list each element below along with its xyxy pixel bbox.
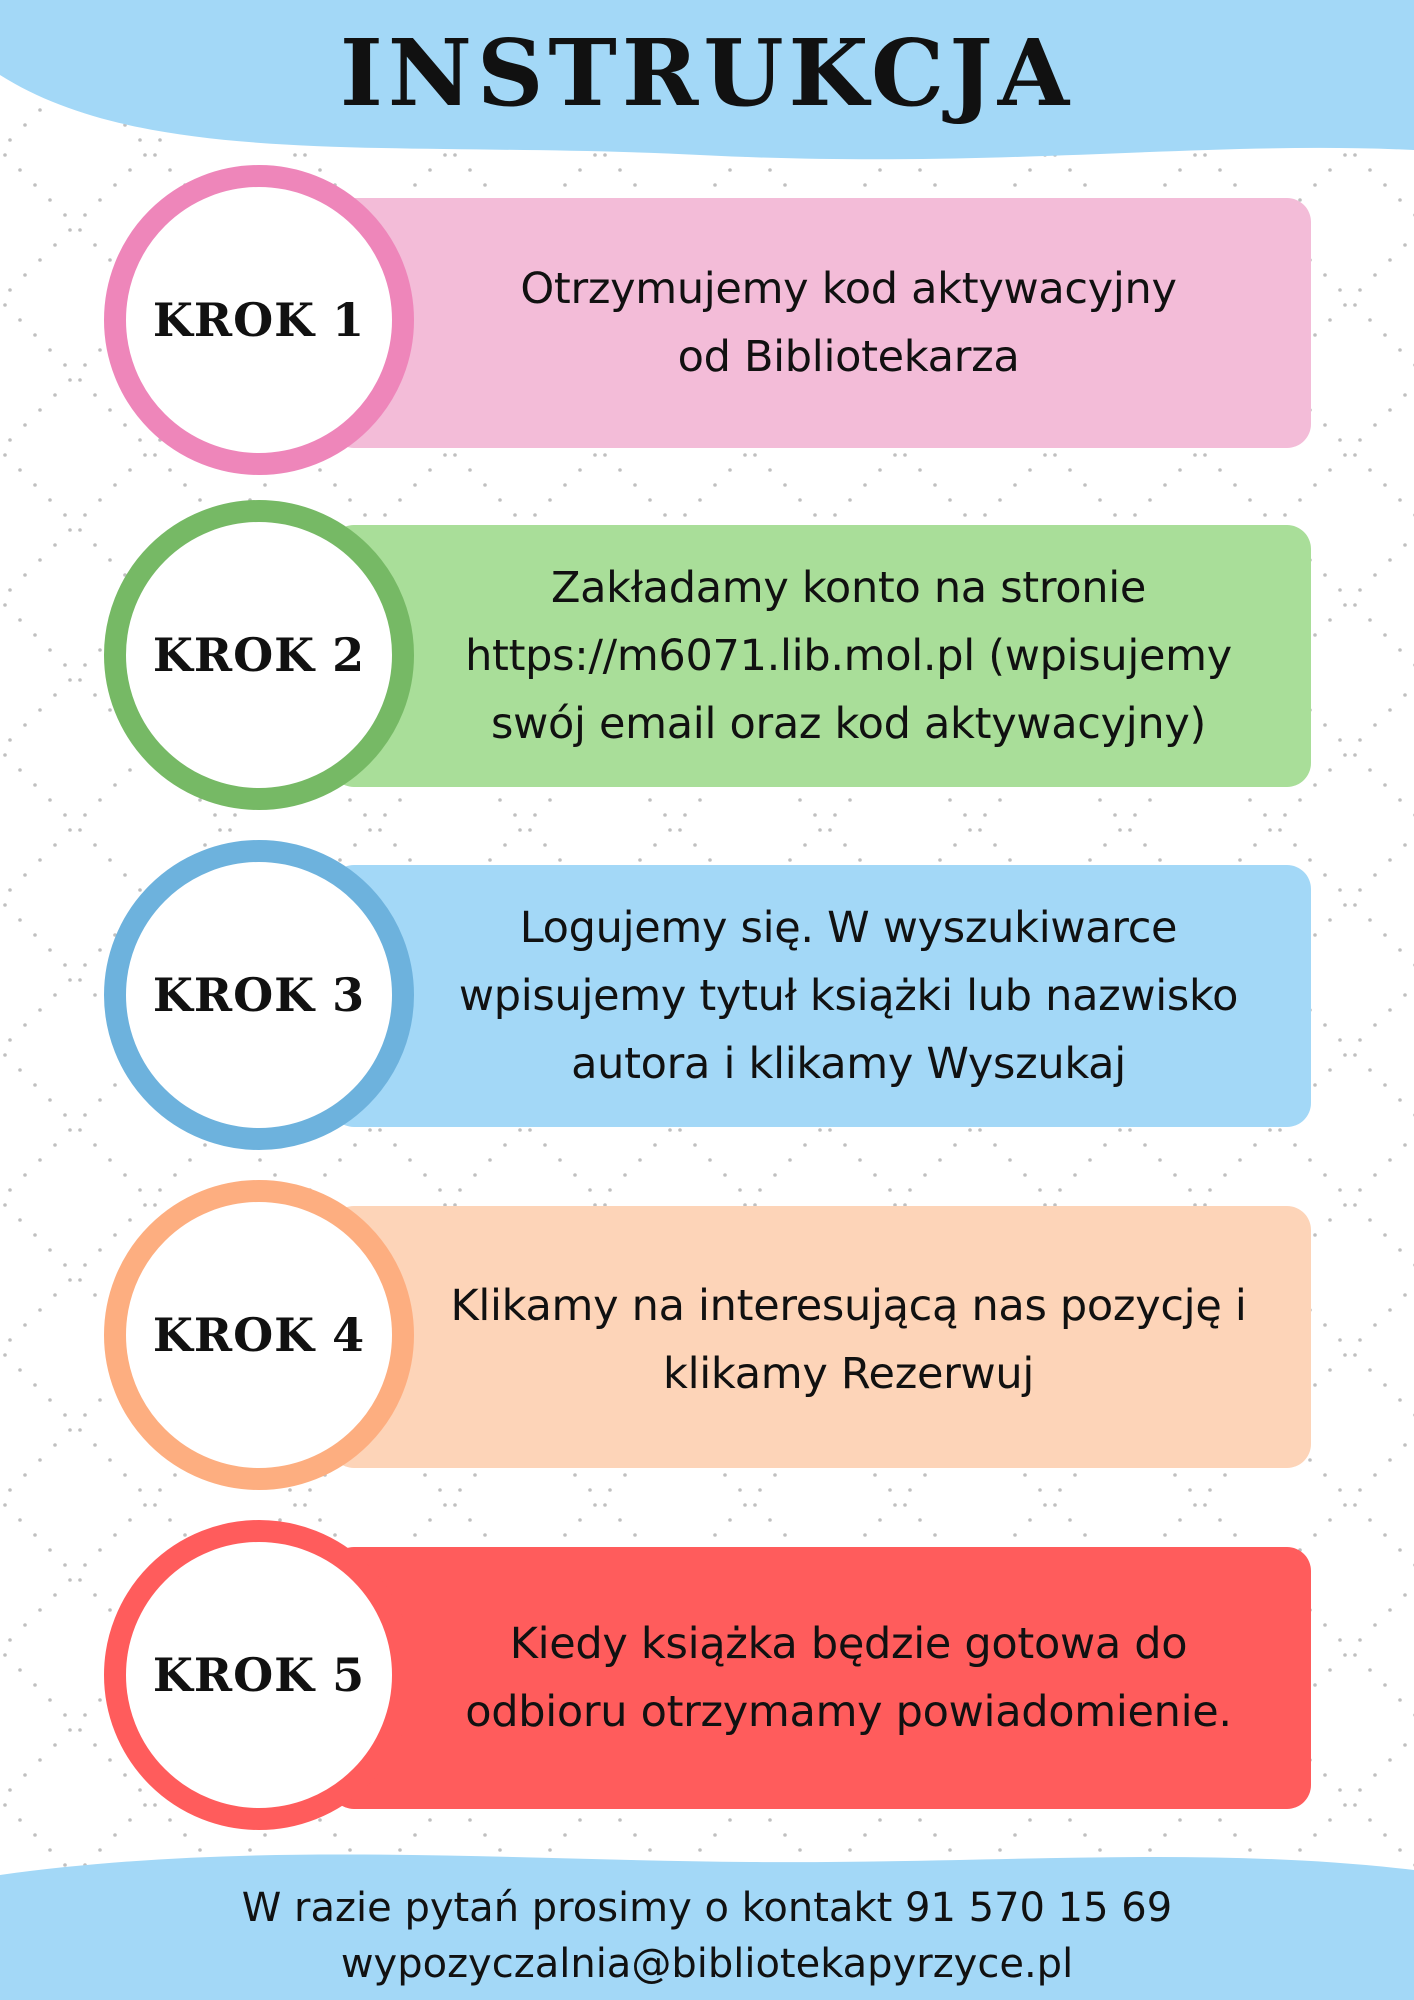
step-3 (0, 835, 1414, 1155)
step-2 (0, 495, 1414, 815)
contact-footer (0, 1880, 1414, 1992)
step-4-label: KROK 4 (152, 1308, 366, 1362)
step-3-label: KROK 3 (152, 968, 366, 1022)
step-4-box (330, 1206, 1311, 1468)
step-4 (0, 1175, 1414, 1495)
page-title: INSTRUKCJA (339, 19, 1075, 127)
step-5-text: Kiedy książka będzie gotowa do odbioru otrzymamy powiadomienie. (465, 1619, 1232, 1737)
step-5-box (330, 1547, 1311, 1809)
step-3-text: Logujemy się. W wyszukiwarce wpisujemy tytuł książki lub nazwisko autora i klikamy Wyszukaj (458, 903, 1239, 1089)
step-1-circle (104, 165, 414, 475)
contact-phone-line: W razie pytań prosimy o kontakt 91 570 15 69 (241, 1885, 1173, 1931)
step-1-box (330, 198, 1311, 448)
step-2-box (330, 525, 1311, 787)
step-3-box (330, 865, 1311, 1127)
step-4-circle (104, 1180, 414, 1490)
step-1-label: KROK 1 (152, 293, 366, 347)
step-1-text: Otrzymujemy kod aktywacyjny od Bibliotekarza (520, 264, 1177, 382)
step-2-label: KROK 2 (152, 628, 366, 682)
step-1 (0, 160, 1414, 480)
contact-email-line: wypozyczalnia@bibliotekapyrzyce.pl (340, 1941, 1074, 1987)
step-5 (0, 1515, 1414, 1835)
step-2-circle (104, 500, 414, 810)
step-4-text: Klikamy na interesującą nas pozycję i klikamy Rezerwuj (450, 1281, 1247, 1399)
step-3-circle (104, 840, 414, 1150)
step-5-circle (104, 1520, 414, 1830)
step-2-text: Zakładamy konto na stronie https://m6071.lib.mol.pl (wpisujemy swój email oraz kod aktywacyjny) (465, 563, 1232, 749)
step-5-label: KROK 5 (152, 1648, 366, 1702)
